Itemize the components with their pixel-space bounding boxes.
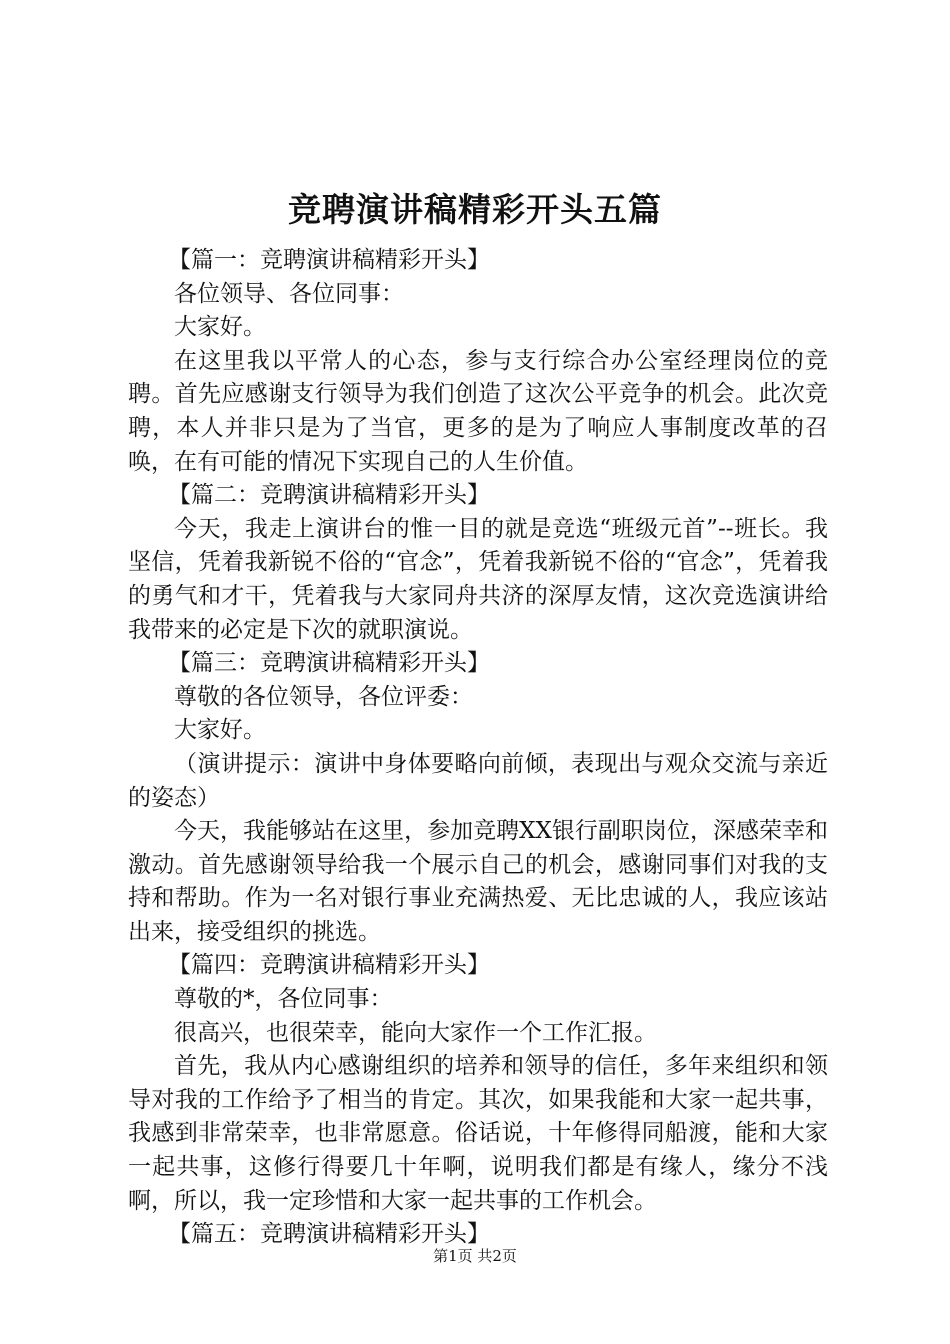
paragraph: 大家好。 bbox=[174, 717, 266, 744]
paragraph: 在这里我以平常人的心态，参与支行综合办公室经理岗位的竞聘。首先应感谢支行领导为我们创造了这次公平竞争的机会。此次竞聘，本人并非只是为了当官，更多的是为了响应人事制度改革的召唤，在有可能的情况下实现自己的人生价值。 bbox=[128, 347, 828, 475]
paragraph: 大家好。 bbox=[174, 314, 266, 341]
paragraph: 今天，我能够站在这里，参加竞聘XX银行副职岗位，深感荣幸和激动。首先感谢领导给我一个展示自己的机会，感谢同事们对我的支持和帮助。作为一名对银行事业充满热爱、无比忠诚的人，我应该站出来，接受组织的挑选。 bbox=[128, 818, 828, 945]
document-title: 竞聘演讲稿精彩开头五篇 bbox=[288, 190, 662, 229]
paragraph: 很高兴，也很荣幸，能向大家作一个工作汇报。 bbox=[174, 1019, 657, 1046]
section-heading: 【篇一：竞聘演讲稿精彩开头】 bbox=[168, 247, 490, 273]
document-body bbox=[128, 244, 828, 1252]
section-heading: 【篇五：竞聘演讲稿精彩开头】 bbox=[168, 1221, 490, 1248]
paragraph: 尊敬的*，各位同事： bbox=[174, 986, 393, 1013]
paragraph: 今天，我走上演讲台的惟一目的就是竞选“班级元首”--班长。我坚信，凭着我新锐不俗的“官念”，凭着我新锐不俗的“官念”，凭着我的勇气和才干，凭着我与大家同舟共济的深厚友情，这次竞选演讲给我带来的必定是下次的就职演说。 bbox=[128, 515, 828, 643]
paragraph: （演讲提示：演讲中身体要略向前倾，表现出与观众交流与亲近的姿态） bbox=[128, 750, 828, 811]
paragraph: 首先，我从内心感谢组织的培养和领导的信任，多年来组织和领导对我的工作给予了相当的肯定。其次，如果我能和大家一起共事，我感到非常荣幸，也非常愿意。俗话说，十年修得同船渡，能和大家一起共事，这修行得要几十年啊，说明我们都是有缘人，缘分不浅啊，所以，我一定珍惜和大家一起共事的工作机会。 bbox=[128, 1053, 828, 1214]
section-heading: 【篇三：竞聘演讲稿精彩开头】 bbox=[168, 650, 490, 677]
section-heading: 【篇四：竞聘演讲稿精彩开头】 bbox=[168, 952, 490, 979]
paragraph: 各位领导、各位同事： bbox=[174, 280, 404, 307]
section-heading: 【篇二：竞聘演讲稿精彩开头】 bbox=[168, 482, 490, 509]
page-footer: 第1页 共2页 bbox=[433, 1247, 517, 1265]
paragraph: 尊敬的各位领导，各位评委： bbox=[174, 683, 473, 710]
